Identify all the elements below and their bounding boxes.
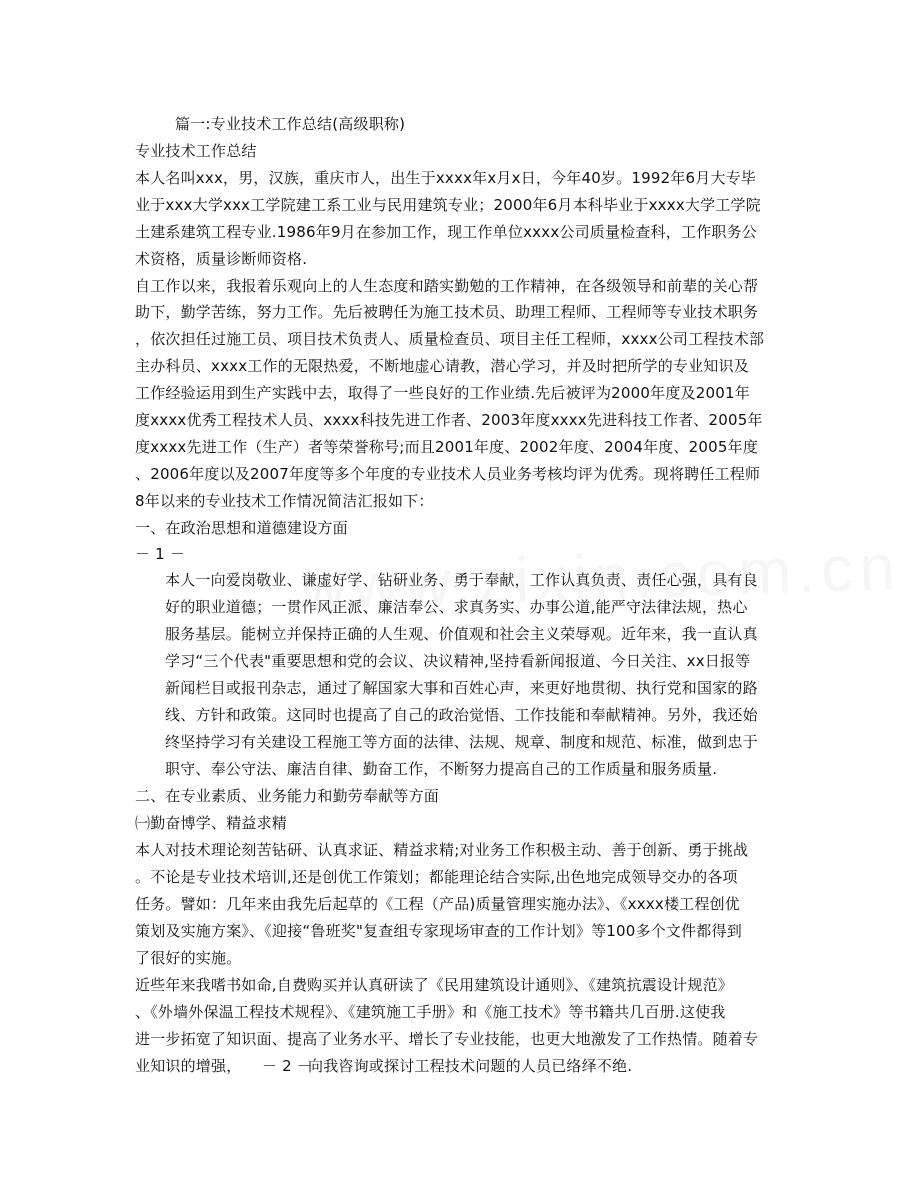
paragraph-line: 新闻栏目或报刊杂志，通过了解国家大事和百姓心声，来更好地贯彻、执行党和国家的路 bbox=[165, 679, 758, 697]
section-title: 一、在政治思想和道德建设方面 bbox=[135, 519, 348, 537]
paragraph-line: 自工作以来，我报着乐观向上的人生态度和踏实勤勉的工作精神，在各级领导和前辈的关心帮 bbox=[135, 277, 759, 295]
paragraph-line: 术资格，质量诊断师资格. bbox=[135, 250, 308, 268]
paragraph-line: 主办科员、xxxx工作的无限热爱，不断地虚心请教，潜心学习，并及时把所学的专业知识及 bbox=[135, 357, 749, 375]
paragraph-line: 、2006年度以及2007年度等多个年度的专业技术人员业务考核均评为优秀。现将聘任工程师 bbox=[135, 465, 761, 483]
paragraph-line: 服务基层。能树立并保持正确的人生观、价值观和社会主义荣辱观。近年来，我一直认真 bbox=[165, 625, 758, 643]
paragraph-line: 业于xxx大学xxx工学院建工系工业与民用建筑专业；2000年6月本科毕业于xxxx大学工学院 bbox=[135, 196, 761, 214]
document-heading: 篇一:专业技术工作总结(高级职称) bbox=[175, 115, 406, 133]
paragraph-line: ，依次担任过施工员、项目技术负责人、质量检查员、项目主任工程师，xxxx公司工程技术部 bbox=[135, 330, 765, 348]
document-subtitle: 专业技术工作总结 bbox=[135, 142, 257, 160]
paragraph-line: 任务。譬如：几年来由我先后起草的《工程（产品)质量管理实施办法》、《xxxx楼工程创优 bbox=[135, 895, 740, 913]
paragraph-line: 终坚持学习有关建设工程施工等方面的法律、法规、规章、制度和规范、标准，做到忠于 bbox=[165, 733, 758, 751]
paragraph-line: 职守、奉公守法、廉洁自律、勤奋工作，不断努力提高自己的工作质量和服务质量. bbox=[165, 760, 718, 778]
paragraph-line: 度xxxx先进工作（生产）者等荣誉称号;而且2001年度、2002年度、2004年度、2005年度 bbox=[135, 438, 759, 456]
paragraph-line: 、《外墙外保温工程技术规程》、《建筑施工手册》和《施工技术》等书籍共几百册.这使我 bbox=[135, 1003, 726, 1021]
paragraph-line: 土建系建筑工程专业.1986年9月在参加工作，现工作单位xxxx公司质量检查科，工作职务公 bbox=[135, 223, 757, 241]
paragraph-line: 好的职业道德；一贯作风正派、廉洁奉公、求真务实、办事公道,能严守法律法规，热心 bbox=[165, 598, 748, 616]
paragraph-line: 向我咨询或探讨工程技术问题的人员已络绎不绝. bbox=[308, 1057, 633, 1075]
paragraph-line: 线、方针和政策。这同时也提高了自己的政治觉悟、工作技能和奉献精神。另外，我还始 bbox=[165, 706, 758, 724]
subsection-title: ㈠勤奋博学、精益求精 bbox=[135, 814, 288, 832]
paragraph-line: 了很好的实施。 bbox=[135, 949, 242, 967]
paragraph-line: 助下，勤学苦练，努力工作。先后被聘任为施工技术员、助理工程师、工程师等专业技术职务 bbox=[135, 303, 759, 321]
paragraph-line: 度xxxx优秀工程技术人员、xxxx科技先进工作者、2003年度xxxx先进科技工作者、2005年 bbox=[135, 411, 763, 429]
paragraph-line: 业知识的增强， bbox=[135, 1057, 242, 1075]
page-marker: － 2 － bbox=[262, 1057, 313, 1075]
paragraph-line: 近些年来我嗜书如命,自费购买并认真研读了《民用建筑设计通则》、《建筑抗震设计规范》 bbox=[135, 976, 733, 994]
paragraph-line: 本人对技术理论刻苦钻研、认真求证、精益求精;对业务工作积极主动、善于创新、勇于挑战 bbox=[135, 841, 749, 859]
section-title: 二、在专业素质、业务能力和勤劳奉献等方面 bbox=[135, 787, 440, 805]
paragraph-line: 工作经验运用到生产实践中去，取得了一些良好的工作业绩.先后被评为2000年度及2001年 bbox=[135, 384, 750, 402]
paragraph-line: 进一步拓宽了知识面、提高了业务水平、增长了专业技能，也更大地激发了工作热情。随着专 bbox=[135, 1030, 759, 1048]
paragraph-line: 。不论是专业技术培训,还是创优工作策划；都能理论结合实际,出色地完成领导交办的各项 bbox=[135, 868, 738, 886]
paragraph-line: 学习“三个代表"重要思想和党的会议、决议精神,坚持看新闻报道、今日关注、xx日报等 bbox=[165, 652, 751, 670]
paragraph-line: 8年以来的专业技术工作情况简洁汇报如下： bbox=[135, 492, 434, 510]
paragraph-line: 本人一向爱岗敬业、谦虚好学、钻研业务、勇于奉献，工作认真负责、责任心强，具有良 bbox=[165, 571, 758, 589]
paragraph-line: 策划及实施方案》、《迎接“鲁班奖"复查组专家现场审查的工作计划》等100多个文件都得到 bbox=[135, 922, 742, 940]
paragraph-line: 本人名叫xxx，男，汉族，重庆市人，出生于xxxx年x月x日，今年40岁。1992年6月大专毕 bbox=[135, 169, 757, 187]
page-marker: － 1 － bbox=[135, 545, 186, 563]
